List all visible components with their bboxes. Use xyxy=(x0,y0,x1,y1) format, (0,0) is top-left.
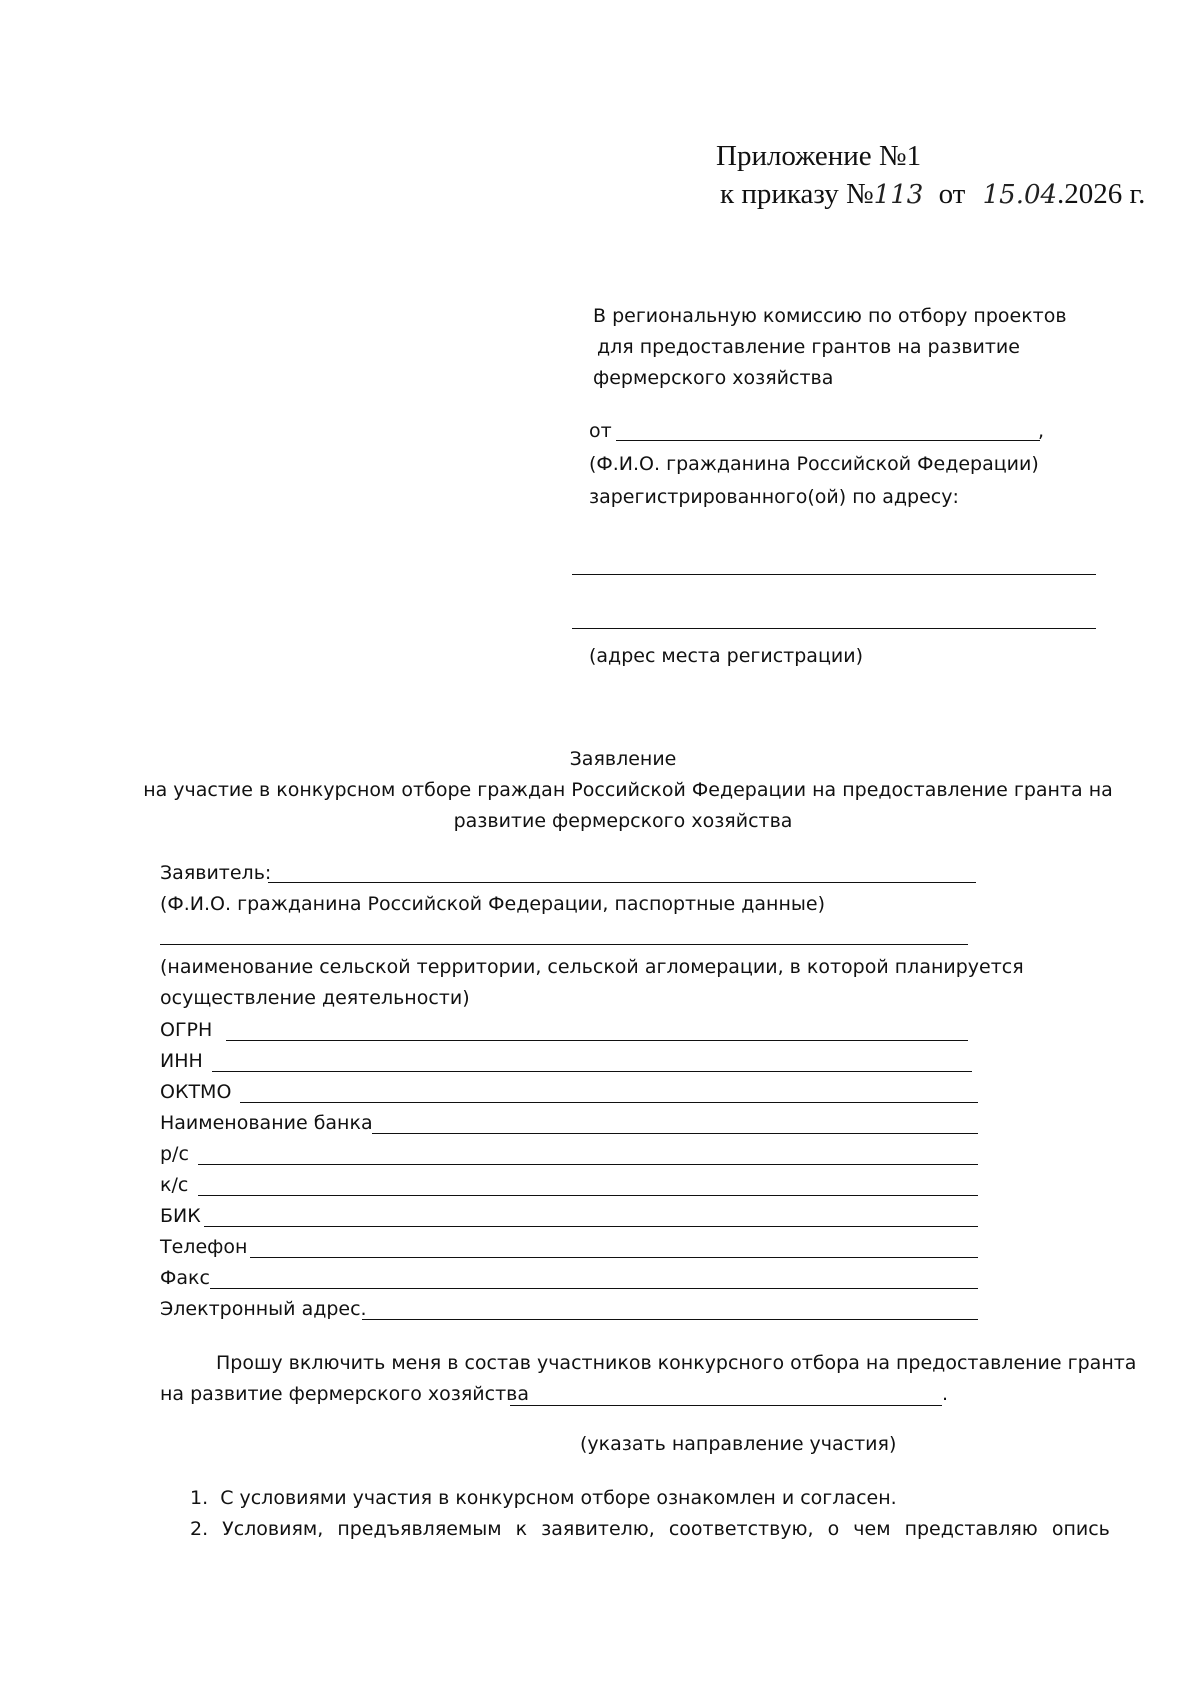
field-inn-line[interactable] xyxy=(212,1071,972,1072)
territory-hint-1: (наименование сельской территории, сельской агломерации, в которой планируется xyxy=(160,956,1024,978)
request-line-2-end: . xyxy=(942,1383,949,1405)
field-phone-line[interactable] xyxy=(250,1257,978,1258)
field-label: Наименование банка xyxy=(160,1112,373,1134)
field-label: БИК xyxy=(160,1205,201,1227)
field-bik xyxy=(160,1201,980,1231)
condition-item-1 xyxy=(190,1487,897,1509)
statement-subtitle-1: на участие в конкурсном отборе граждан Российской Федерации на предоставление гранта на xyxy=(143,779,1113,801)
addressee-line-3: фермерского хозяйства xyxy=(593,367,834,389)
field-bik-line[interactable] xyxy=(204,1226,978,1227)
field-oktmo xyxy=(160,1077,980,1107)
statement-subtitle-2: развитие фермерского хозяйства xyxy=(453,810,793,832)
addressee-line-1: В региональную комиссию по отбору проектов xyxy=(593,305,1067,327)
from-name-line[interactable] xyxy=(616,440,1040,441)
field-email xyxy=(160,1294,980,1324)
from-label: от xyxy=(589,420,612,442)
territory-hint-2: осуществление деятельности) xyxy=(160,987,470,1009)
field-bank-name-line[interactable] xyxy=(372,1133,978,1134)
direction-line[interactable] xyxy=(510,1405,942,1406)
order-number-handwritten: 113 xyxy=(873,180,924,210)
applicant-label: Заявитель: xyxy=(160,862,272,884)
field-label: к/с xyxy=(160,1174,189,1196)
territory-line[interactable] xyxy=(160,944,968,945)
field-inn xyxy=(160,1046,980,1076)
field-bank-name xyxy=(160,1108,980,1138)
request-line-2: на развитие фермерского хозяйства xyxy=(160,1383,529,1405)
from-comma: , xyxy=(1038,420,1045,442)
applicant-hint: (Ф.И.О. гражданина Российской Федерации, паспортные данные) xyxy=(160,893,826,915)
registered-label: зарегистрированного(ой) по адресу: xyxy=(589,486,959,508)
condition-item-2 xyxy=(190,1518,1110,1540)
condition-number: 1. xyxy=(190,1487,209,1509)
field-label: ИНН xyxy=(160,1050,203,1072)
direction-hint: (указать направление участия) xyxy=(580,1433,897,1455)
fio-hint: (Ф.И.О. гражданина Российской Федерации) xyxy=(589,453,1039,475)
field-fax xyxy=(160,1263,980,1293)
field-label: ОКТМО xyxy=(160,1081,232,1103)
field-label: Электронный адрес. xyxy=(160,1298,367,1320)
order-from-label: от xyxy=(938,178,966,210)
condition-text: С условиями участия в конкурсном отборе ознакомлен и согласен. xyxy=(220,1487,897,1509)
condition-number: 2. xyxy=(190,1518,209,1540)
condition-text: Условиям, предъявляемым к заявителю, соответствую, о чем представляю опись xyxy=(222,1518,1110,1540)
field-label: Телефон xyxy=(160,1236,248,1258)
order-year: .2026 г. xyxy=(1057,178,1146,210)
order-date-handwritten: 15.04 xyxy=(982,180,1058,210)
field-label: Факс xyxy=(160,1267,210,1289)
field-ogrn xyxy=(160,1015,980,1045)
field-oktmo-line[interactable] xyxy=(240,1102,978,1103)
field-correspondent-account-line[interactable] xyxy=(198,1195,978,1196)
applicant-line[interactable] xyxy=(268,882,976,883)
statement-title: Заявление xyxy=(569,748,677,770)
field-correspondent-account xyxy=(160,1170,980,1200)
appendix-title: Приложение №1 xyxy=(716,140,922,172)
order-reference xyxy=(720,178,1145,211)
field-fax-line[interactable] xyxy=(210,1288,978,1289)
field-phone xyxy=(160,1232,980,1262)
address-line-1[interactable] xyxy=(572,574,1096,575)
field-email-line[interactable] xyxy=(362,1319,978,1320)
address-hint: (адрес места регистрации) xyxy=(589,645,863,667)
field-label: р/с xyxy=(160,1143,189,1165)
order-prefix: к приказу № xyxy=(720,178,874,210)
field-label: ОГРН xyxy=(160,1019,213,1041)
field-settlement-account-line[interactable] xyxy=(198,1164,978,1165)
request-line-1: Прошу включить меня в состав участников конкурсного отбора на предоставление гранта xyxy=(216,1352,1137,1374)
field-settlement-account xyxy=(160,1139,980,1169)
address-line-2[interactable] xyxy=(572,628,1096,629)
field-ogrn-line[interactable] xyxy=(226,1040,968,1041)
addressee-line-2: для предоставление грантов на развитие xyxy=(597,336,1020,358)
